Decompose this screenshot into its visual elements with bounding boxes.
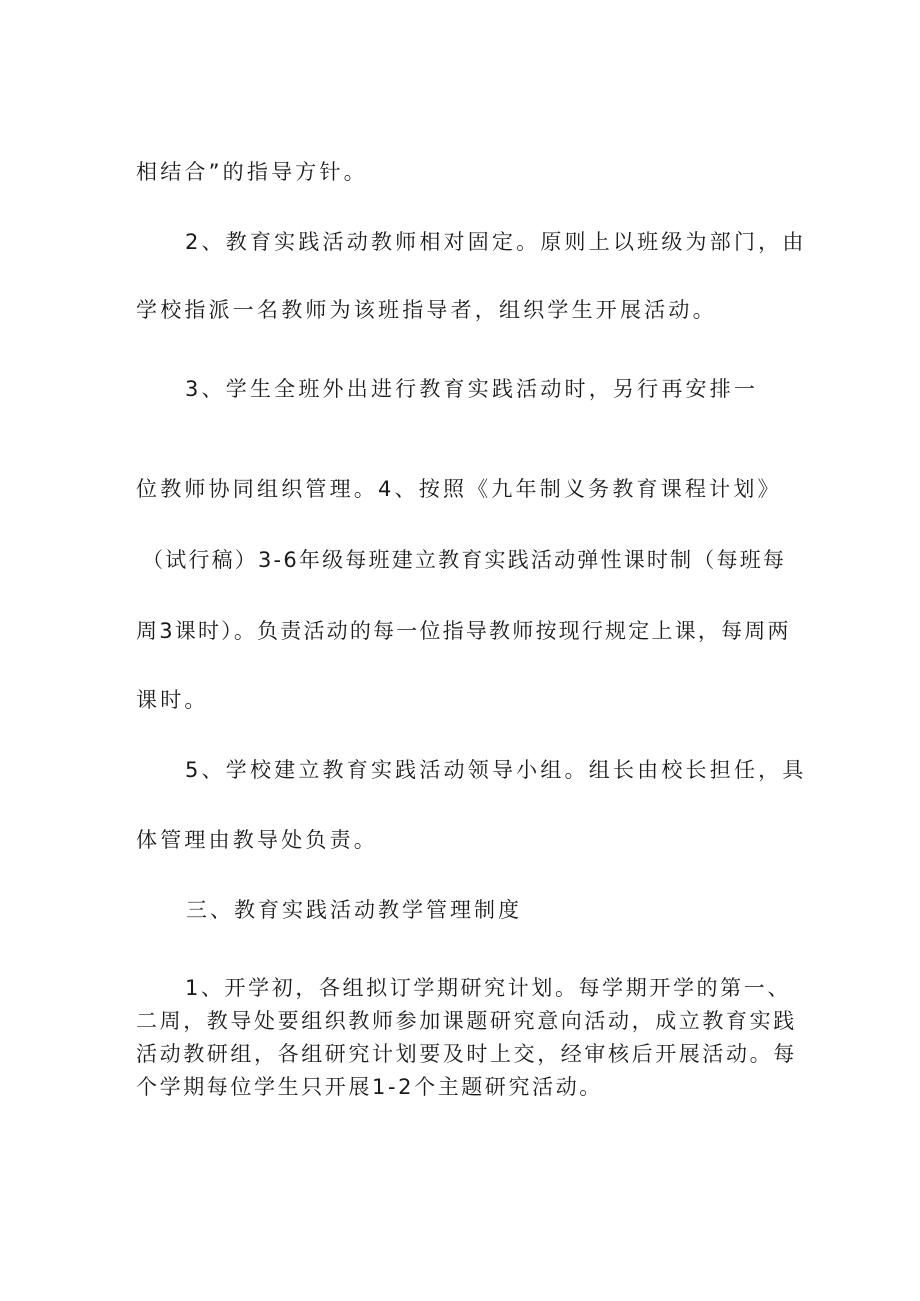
text-line-15: 个学期每位学生只开展1-2个主题研究活动。 — [136, 1075, 603, 1099]
text-line-8: 课时。 — [136, 688, 209, 712]
text-line-3: 学校指派一名教师为该班指导者，组织学生开展活动。 — [136, 298, 717, 322]
text-line-13: 二周，教导处要组织教师参加课题研究意向活动，成立教育实践 — [136, 1009, 797, 1033]
text-line-6: （试行稿）3-6年级每班建立教育实践活动弹性课时制（每班每 — [142, 548, 787, 572]
text-line-2: 2、教育实践活动教师相对固定。原则上以班级为部门，由 — [185, 230, 807, 254]
text-line-4: 3、学生全班外出进行教育实践活动时，另行再安排一 — [185, 377, 759, 401]
section-heading: 三、教育实践活动教学管理制度 — [186, 898, 522, 922]
text-line-10: 体管理由教导处负责。 — [136, 828, 378, 852]
text-line-1: 相结合”的指导方针。 — [136, 160, 368, 184]
text-line-14: 活动教研组，各组研究计划要及时上交，经审核后开展活动。每 — [136, 1042, 797, 1066]
text-line-9: 5、学校建立教育实践活动领导小组。组长由校长担任，具 — [185, 758, 807, 782]
text-line-12: 1、开学初，各组拟订学期研究计划。每学期开学的第一、 — [185, 976, 791, 1000]
text-line-7: 周3课时）。负责活动的每一位指导教师按现行规定上课，每周两 — [136, 619, 791, 643]
text-line-5: 位教师协同组织管理。4、按照《九年制义务教育课程计划》 — [136, 477, 782, 501]
